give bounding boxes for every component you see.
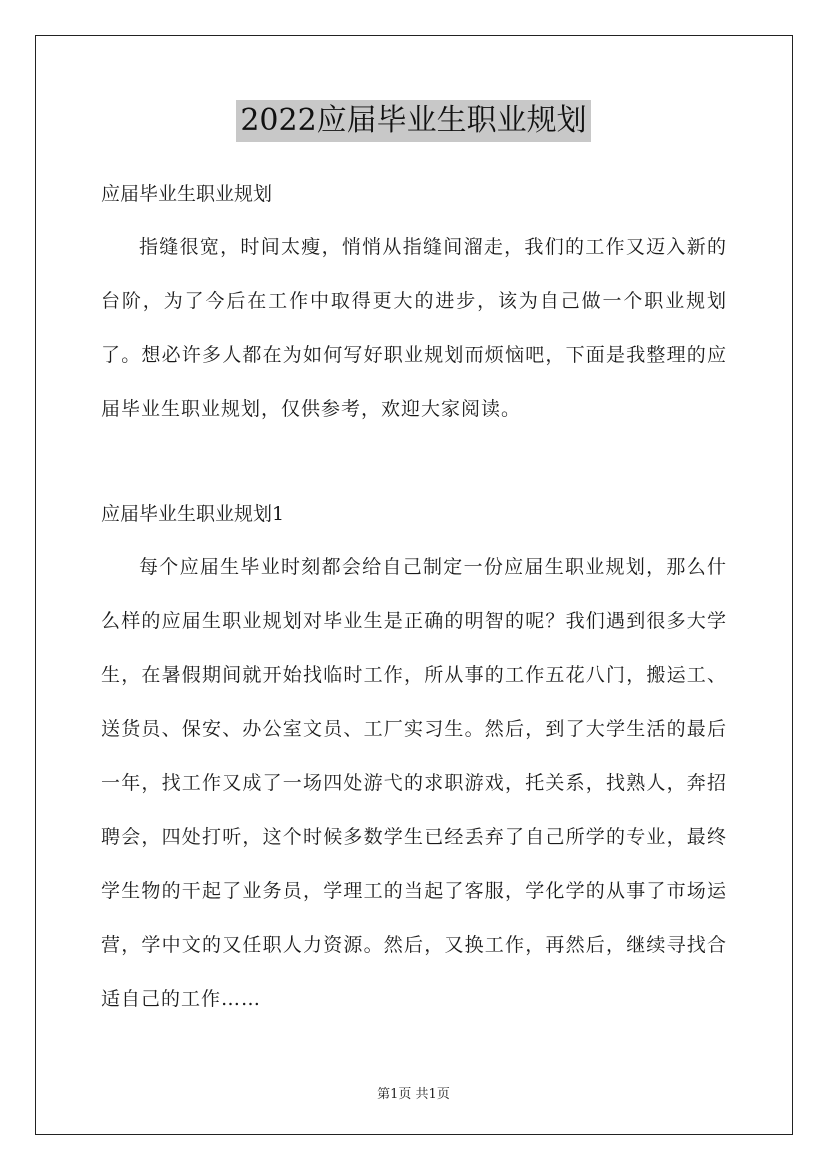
section-1-paragraph: 每个应届生毕业时刻都会给自己制定一份应届生职业规划，那么什么样的应届生职业规划对毕业生是正确的明智的呢？我们遇到很多大学生，在暑假期间就开始找临时工作，所从事的工作五花八门，搬运工、送货员、保安、办公室文员、工厂实习生。然后，到了大学生活的最后一年，找工作又成了一场四处游弋的求职游戏，托关系，找熟人，奔招聘会，四处打听，这个时候多数学生已经丢弃了自己所学的专业，最终学生物的干起了业务员，学理工的当起了客服，学化学的从事了市场运营，学中文的又任职人力资源。然后，又换工作，再然后，继续寻找合适自己的工作…… (101, 556, 727, 1010)
section-1-heading: 应届毕业生职业规划1 (101, 503, 285, 525)
paragraph-gap (101, 436, 727, 488)
intro-paragraph: 指缝很宽，时间太瘦，悄悄从指缝间溜走，我们的工作又迈入新的台阶，为了今后在工作中取得更大的进步，该为自己做一个职业规划了。想必许多人都在为如何写好职业规划而烦恼吧，下面是我整理的应届毕业生职业规划，仅供参考，欢迎大家阅读。 (101, 236, 727, 420)
document-body (101, 168, 727, 1026)
document-title: 2022应届毕业生职业规划 (236, 100, 590, 142)
page-footer: 第1页 共1页 (377, 1087, 450, 1102)
subtitle: 应届毕业生职业规划 (101, 183, 273, 205)
title-container (0, 100, 827, 142)
